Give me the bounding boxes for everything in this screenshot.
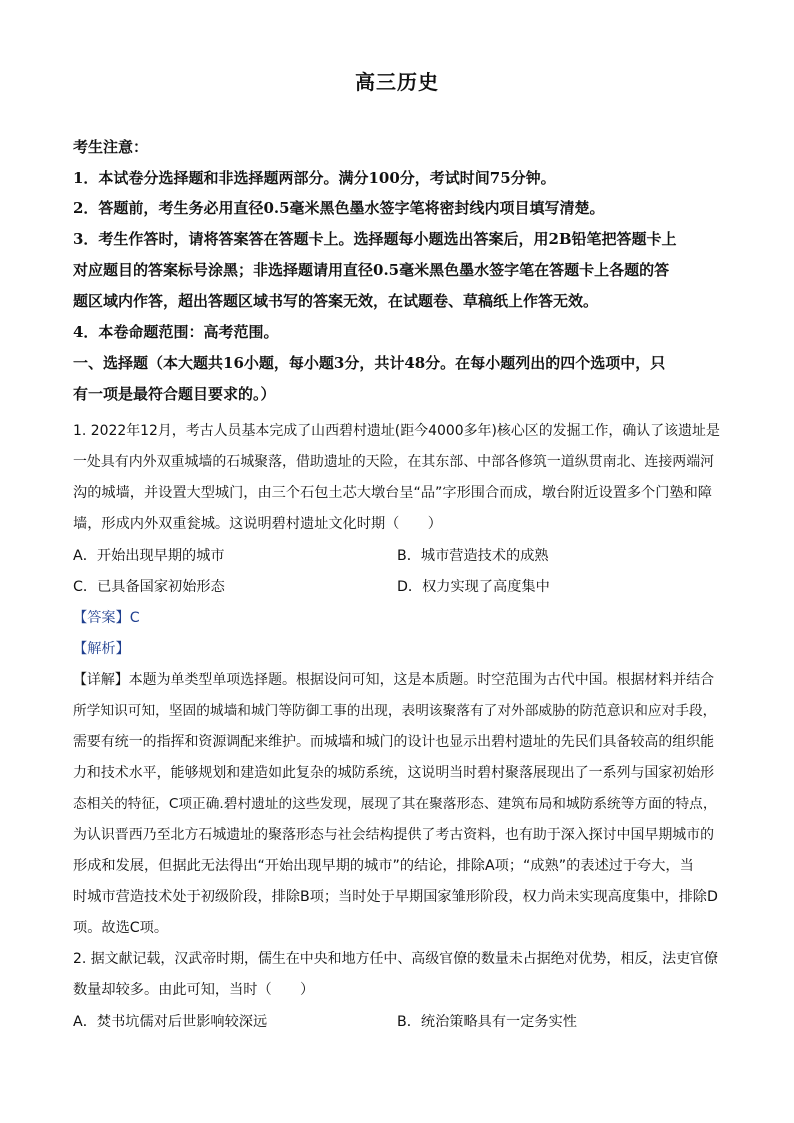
- notice-line: 对应题目的答案标号涂黑；非选择题请用直径0.5毫米黑色墨水签字笔在答题卡上各题的答: [73, 261, 670, 279]
- question-2-stem: 数量却较多。由此可知，当时（ ）: [73, 982, 315, 998]
- notice-line: 4．本卷命题范围：高考范围。: [73, 323, 279, 341]
- question-2-stem: 2. 据文献记载，汉武帝时期，儒生在中央和地方任中、高级官僚的数量未占据绝对优势，相反，法吏官僚: [73, 951, 718, 967]
- question-1-detail: 形成和发展，但据此无法得出“开始出现早期的城市”的结论，排除A项；“成熟”的表述过于夸大，当: [73, 858, 694, 874]
- notice-line: 1．本试卷分选择题和非选择题两部分。满分100分，考试时间75分钟。: [73, 169, 556, 187]
- question-1-stem: 沟的城墙，并设置大型城门，由三个石包土芯大墩台呈“品”字形围合而成，墩台附近设置多个门塾和障: [73, 485, 712, 501]
- question-1-analysis-label: 【解析】: [73, 641, 130, 657]
- question-1-option-c: C．已具备国家初始形态: [73, 579, 225, 595]
- question-1-stem: 墙，形成内外双重瓮城。这说明碧村遗址文化时期（ ）: [73, 516, 442, 532]
- question-1-detail: 态相关的特征，C项正确.碧村遗址的这些发现，展现了其在聚落形态、建筑布局和城防系统等方面的特点，: [73, 796, 717, 812]
- question-1-option-a: A．开始出现早期的城市: [73, 548, 225, 564]
- question-1-detail: 时城市营造技术处于初级阶段，排除B项；当时处于早期国家雏形阶段，权力尚未实现高度集中，排除D: [73, 889, 718, 905]
- notice-line: 题区域内作答，超出答题区域书写的答案无效，在试题卷、草稿纸上作答无效。: [73, 292, 599, 310]
- notice-heading: 考生注意：: [73, 138, 149, 156]
- section-heading: 有一项是最符合题目要求的。）: [73, 385, 276, 403]
- page-title: 高三历史: [355, 70, 439, 94]
- question-1-detail: 所学知识可知，坚固的城墙和城门等防御工事的出现，表明该聚落有了对外部威胁的防范意识和应对手段，: [73, 703, 717, 719]
- question-1-detail: 为认识晋西乃至北方石城遗址的聚落形态与社会结构提供了考古资料，也有助于深入探讨中国早期城市的: [73, 827, 715, 843]
- question-1-answer: 【答案】C: [73, 610, 140, 626]
- question-1-option-d: D．权力实现了高度集中: [397, 579, 550, 595]
- notice-line: 2．答题前，考生务必用直径0.5毫米黑色墨水签字笔将密封线内项目填写清楚。: [73, 199, 605, 217]
- question-2-option-a: A．焚书坑儒对后世影响较深远: [73, 1014, 268, 1030]
- question-2-option-b: B．统治策略具有一定务实性: [397, 1014, 577, 1030]
- question-1-detail: 需要有统一的指挥和资源调配来维护。而城墙和城门的设计也显示出碧村遗址的先民们具备较高的组织能: [73, 734, 715, 750]
- question-1-detail: 项。故选C项。: [73, 920, 169, 936]
- question-1-option-b: B．城市营造技术的成熟: [397, 548, 549, 564]
- notice-line: 3．考生作答时，请将答案答在答题卡上。选择题每小题选出答案后，用2B铅笔把答题卡上: [73, 230, 677, 248]
- question-1-detail: 力和技术水平，能够规划和建造如此复杂的城防系统，这说明当时碧村聚落展现出了一系列与国家初始形: [73, 765, 715, 781]
- question-1-stem: 一处具有内外双重城墙的石城聚落，借助遗址的天险，在其东部、中部各修筑一道纵贯南北、连接两端河: [73, 454, 715, 470]
- question-1-detail: 【详解】本题为单类型单项选择题。根据设问可知，这是本质题。时空范围为古代中国。根据材料并结合: [73, 672, 715, 688]
- question-1-stem: 1. 2022年12月，考古人员基本完成了山西碧村遗址(距今4000多年)核心区的发掘工作，确认了该遗址是: [73, 423, 720, 439]
- section-heading: 一、选择题（本大题共16小题，每小题3分，共计48分。在每小题列出的四个选项中，只: [73, 354, 666, 372]
